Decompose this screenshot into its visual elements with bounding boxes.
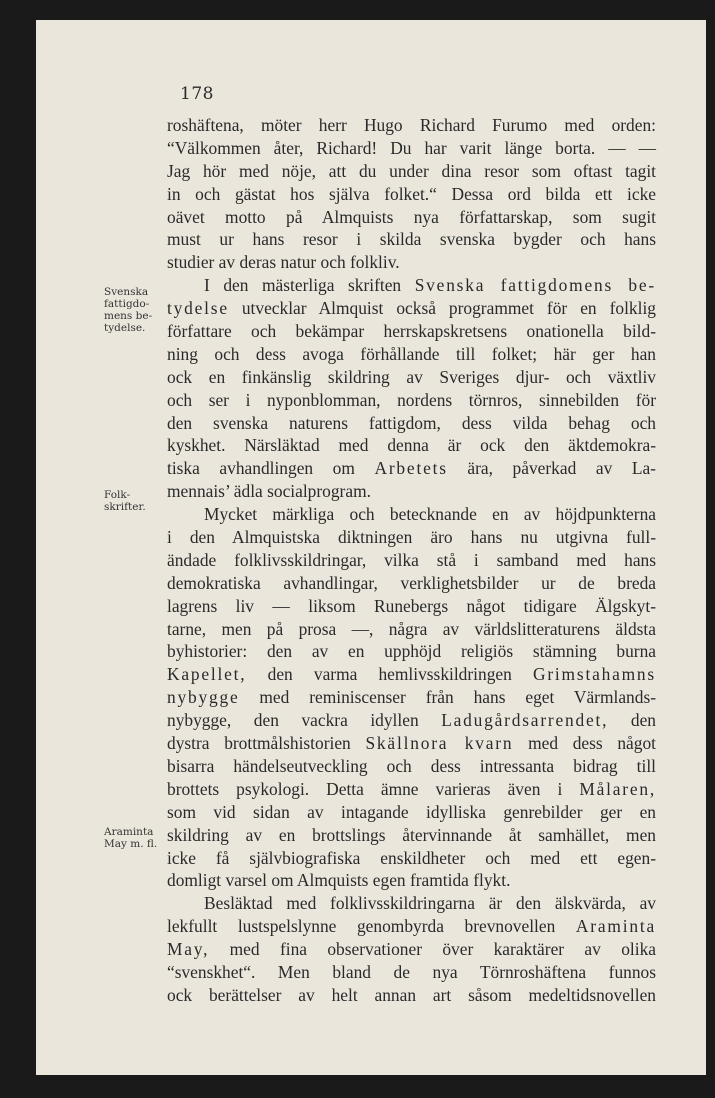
text-line: bisarra händelseutveckling och dess intressanta bidrag till	[167, 755, 656, 776]
text-line: som vid sidan av intagande idylliska genrebilder ger en	[167, 801, 656, 822]
text-segment: utvecklar Almquist också programmet för en folklig	[241, 298, 656, 319]
text-line	[167, 915, 656, 938]
text-line: ock en finkänslig skildring av Sveriges djur- och växtliv	[167, 366, 656, 387]
text-line: Besläktad med folklivsskildringarna är den älskvärda, av	[204, 893, 656, 914]
text-line: Mycket märkliga och betecknande en av höjdpunkterna	[204, 504, 656, 525]
margin-note-line: Araminta	[104, 826, 154, 838]
body-text	[167, 114, 656, 1007]
text-line: demokratiska avhandlingar, verklighetsbilder ur de breda	[167, 572, 656, 593]
text-segment: dystra brottmålshistorien	[167, 733, 351, 754]
text-segment: med fina observationer över karaktärer av olika	[229, 939, 656, 960]
text-line	[167, 732, 656, 755]
text-line: och ser i nyponblomman, nordens törnros, sinnebilden för	[167, 389, 656, 410]
text-line	[167, 778, 656, 801]
text-line: roshäftena, möter herr Hugo Richard Furumo med orden:	[167, 115, 656, 135]
page-number: 178	[180, 84, 214, 104]
title-spaced: Målaren,	[579, 778, 656, 799]
margin-note-line: tydelse.	[104, 322, 146, 334]
text-line: must ur hans resor i skilda svenska bygder och hans	[167, 229, 656, 250]
title-spaced: Grimstahamns	[532, 664, 656, 685]
text-line: skildring av en brottslings återvinnande åt samhället, men	[167, 824, 656, 845]
text-line: “svenskhet“. Men bland de nya Törnroshäftena funnos	[167, 961, 656, 982]
text-line: mennais’ ädla socialprogram.	[167, 481, 371, 502]
text-line: ning och dess avoga förhållande till folket; här ger han	[167, 343, 656, 364]
title-spaced: Skällnora kvarn	[365, 733, 514, 754]
text-segment: brottets psykologi. Detta ämne varieras även i	[167, 778, 563, 799]
text-line: ändade folklivsskildringar, vilka stå i samband med hans	[167, 549, 656, 570]
margin-note-svenska-fattigdomens	[104, 286, 152, 334]
margin-note-line: Folk-	[104, 489, 131, 501]
text-line: tarne, men på prosa —, några av världslitteraturens äldsta	[167, 618, 656, 639]
title-spaced: Svenska fattigdomens be-	[414, 275, 656, 296]
text-line: byhistorier: den av en upphöjd religiös stämning burna	[167, 641, 656, 662]
text-segment: tiska avhandlingen om	[167, 458, 355, 479]
text-line: ock berättelser av helt annan art såsom medeltidsnovellen	[167, 984, 656, 1005]
text-segment: med dess något	[528, 733, 656, 754]
text-line	[167, 663, 656, 686]
text-segment: nybygge, den vackra idyllen	[167, 710, 419, 731]
text-line	[167, 686, 656, 709]
text-line: “Välkommen åter, Richard! Du har varit länge borta. — —	[167, 137, 656, 158]
title-spaced: Araminta	[575, 916, 656, 937]
text-line: lagrens liv — liksom Runebergs något tidigare Älgskyt-	[167, 595, 656, 616]
title-spaced: Kapellet,	[167, 664, 247, 685]
text-line: kyskhet. Närsläktad med denna är ock den äktdemokra-	[167, 435, 656, 456]
title-spaced: May,	[167, 939, 210, 960]
text-line	[167, 457, 656, 480]
text-segment: lekfullt lustspelslynne genombyrda brevnovellen	[167, 916, 556, 937]
text-line: studier av deras natur och folkliv.	[167, 252, 400, 273]
text-line: icke få självbiografiska enskildheter och med ett egen-	[167, 847, 656, 868]
text-segment: med reminiscenser från hans eget Värmlands-	[259, 687, 657, 708]
title-spaced: Arbetets	[374, 458, 448, 479]
text-segment: ära, påverkad av La-	[467, 458, 656, 479]
title-spaced: tydelse	[167, 298, 229, 319]
text-line: in och gästat hos själva folket.“ Dessa ord bilda ett icke	[167, 183, 656, 204]
text-line	[167, 709, 656, 732]
text-segment: I den mästerliga skriften	[204, 275, 402, 296]
text-line	[167, 274, 656, 297]
text-line: den svenska naturens fattigdom, dess vilda behag och	[167, 412, 656, 433]
text-line	[167, 297, 656, 320]
text-line: oävet motto på Almquists nya författarskap, som sugit	[167, 206, 656, 227]
text-segment: den varma hemlivsskildringen	[267, 664, 512, 685]
text-segment: den	[630, 710, 656, 731]
title-spaced: Ladugårdsarrendet,	[441, 710, 609, 731]
margin-note-folkskrifter	[104, 489, 146, 513]
margin-note-line: mens be-	[104, 310, 153, 322]
book-page	[36, 20, 706, 1075]
text-line: domligt varsel om Almquists egen framtida flykt.	[167, 870, 511, 891]
margin-note-line: skrifter.	[104, 501, 146, 513]
title-spaced: nybygge	[167, 687, 240, 708]
text-line: författare och bekämpar herrskapskretsens onationella bild-	[167, 321, 656, 342]
text-line	[167, 938, 656, 961]
text-line: i den Almquistska diktningen äro hans nu utgivna full-	[167, 527, 656, 548]
text-line: Jag hör med nöje, att du under dina resor som oftast tagit	[167, 160, 656, 181]
margin-note-line: Svenska	[104, 286, 149, 298]
margin-note-line: fattigdo-	[104, 298, 150, 310]
margin-note-araminta	[104, 826, 157, 850]
margin-note-line: May m. fl.	[104, 838, 158, 850]
